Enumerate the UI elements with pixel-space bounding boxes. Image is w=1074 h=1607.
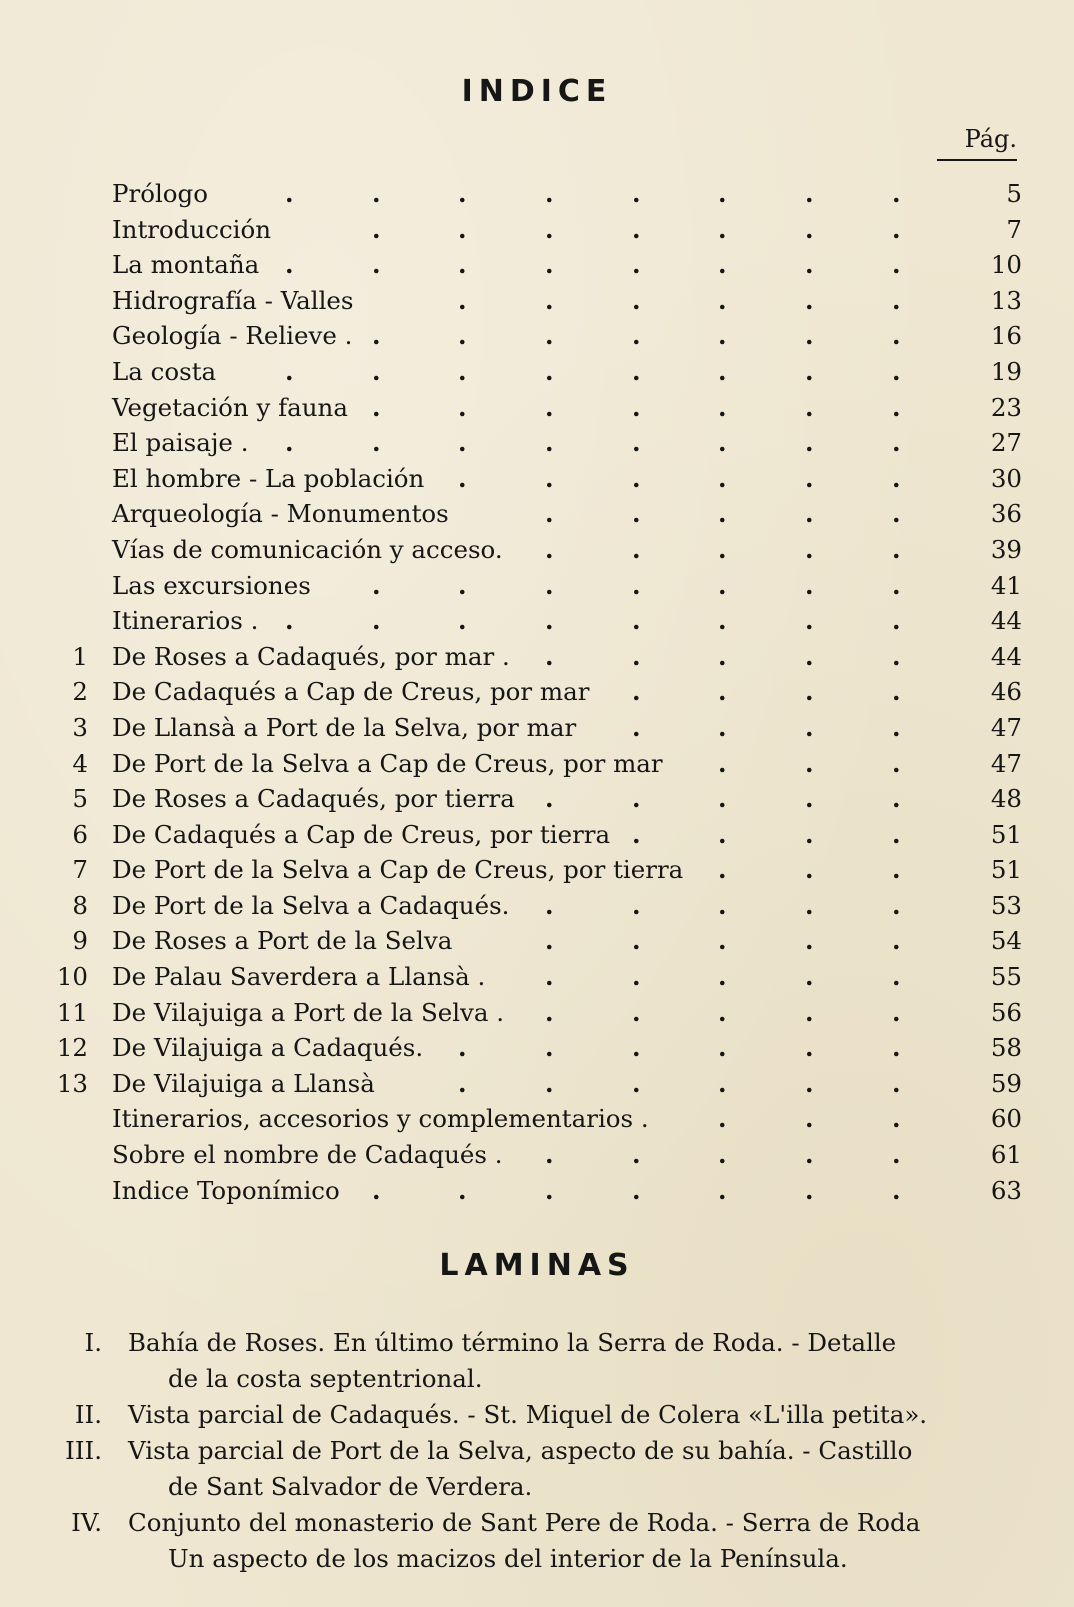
leader-dot: . [805,356,814,386]
leader-dot: . [718,1175,727,1205]
leader-dot: . [632,1068,641,1098]
leader-dot: . [545,784,554,814]
toc-row [0,425,1074,461]
leader-dot: . [718,534,727,564]
leader-dot: . [632,428,641,458]
leader-dot: . [718,250,727,280]
leader-dot: . [892,356,901,386]
plate-caption-line: de Sant Salvador de Verdera. [168,1472,533,1501]
leader-dot: . [892,997,901,1027]
toc-item-number: 11 [56,997,88,1027]
toc-item-label: De Roses a Port de la Selva [112,926,453,956]
toc-item-number: 13 [56,1068,88,1098]
toc-item-label: De Roses a Cadaqués, por tierra [112,784,515,814]
leader-dot: . [372,428,381,458]
leader-dot: . [458,392,467,422]
toc-row [0,568,1074,604]
leader-dot: . [892,1104,901,1134]
toc-item-label: De Roses a Cadaqués, por mar . [112,641,510,671]
leader-dot: . [805,819,814,849]
toc-item-page: 47 [990,748,1022,778]
leader-dot: . [892,890,901,920]
leader-dot: . [718,392,727,422]
leader-dot: . [718,214,727,244]
leader-dot: . [718,926,727,956]
leader-dot: . [892,641,901,671]
leader-dot: . [718,428,727,458]
leader-dot: . [892,1140,901,1170]
leader-dot: . [892,285,901,315]
leader-dot: . [285,250,294,280]
toc-item-page: 36 [990,499,1022,529]
toc-item-number: 10 [56,962,88,992]
leader-dot: . [805,1033,814,1063]
leader-dot: . [545,962,554,992]
plate-item [0,1397,1074,1433]
leader-dot: . [632,1140,641,1170]
leader-dot: . [632,962,641,992]
toc-row [0,1101,1074,1137]
leader-dot: . [458,356,467,386]
leader-dot: . [892,784,901,814]
leader-dot: . [545,214,554,244]
leader-dot: . [805,926,814,956]
toc-row [0,176,1074,212]
toc-row [0,1137,1074,1173]
leader-dot: . [632,285,641,315]
leader-dot: . [632,534,641,564]
toc-item-page: 10 [990,250,1022,280]
toc-item-page: 27 [990,428,1022,458]
plate-number: II. [74,1400,102,1429]
leader-dot: . [545,285,554,315]
leader-dot: . [545,926,554,956]
toc-item-page: 19 [990,356,1022,386]
leader-dot: . [805,463,814,493]
leader-dot: . [285,179,294,208]
leader-dot: . [458,1068,467,1098]
leader-dot: . [805,855,814,885]
leader-dot: . [545,463,554,493]
leader-dot: . [632,356,641,386]
toc-item-label: De Vilajuiga a Port de la Selva . [112,997,505,1027]
leader-dot: . [805,250,814,280]
leader-dot: . [632,890,641,920]
leader-dot: . [805,1140,814,1170]
leader-dot: . [718,712,727,742]
plates-title: LAMINAS [439,1248,635,1283]
leader-dot: . [805,499,814,529]
toc-item-page: 7 [1006,214,1022,244]
leader-dot: . [805,890,814,920]
leader-dot: . [632,392,641,422]
leader-dot: . [718,1140,727,1170]
toc-item-label: De Port de la Selva a Cap de Creus, por mar [112,748,663,778]
plate-caption-line: Conjunto del monasterio de Sant Pere de Roda. - Serra de Roda [128,1508,921,1537]
leader-dot: . [458,428,467,458]
leader-dot: . [718,463,727,493]
toc-row [0,496,1074,532]
toc-row [0,247,1074,283]
toc-row [0,852,1074,888]
plate-item [0,1325,1074,1397]
leader-dot: . [372,356,381,386]
toc-row [0,639,1074,675]
toc-item-label: De Palau Saverdera a Llansà . [112,962,486,992]
leader-dot: . [545,428,554,458]
leader-dot: . [372,179,381,208]
leader-dot: . [285,606,294,636]
toc-item-label: El hombre - La población [112,463,425,493]
leader-dot: . [285,428,294,458]
toc-item-page: 46 [990,677,1022,707]
leader-dot: . [632,819,641,849]
toc-item-page: 51 [990,855,1022,885]
leader-dot: . [458,606,467,636]
toc-item-page: 48 [990,784,1022,814]
leader-dot: . [632,641,641,671]
leader-dot: . [805,1175,814,1205]
toc-item-label: De Vilajuiga a Cadaqués. [112,1033,424,1063]
toc-item-label: Arqueología - Monumentos [112,499,449,529]
toc-row [0,354,1074,390]
leader-dot: . [718,356,727,386]
leader-dot: . [718,819,727,849]
leader-dot: . [632,1175,641,1205]
leader-dot: . [545,356,554,386]
leader-dot: . [632,499,641,529]
leader-dot: . [892,499,901,529]
leader-dot: . [372,321,381,351]
leader-dot: . [805,962,814,992]
toc-item-page: 16 [990,321,1022,351]
leader-dot: . [545,606,554,636]
leader-dot: . [718,855,727,885]
toc-item-number: 2 [72,677,88,707]
toc-item-number: 8 [72,890,88,920]
leader-dot: . [718,570,727,600]
leader-dot: . [805,214,814,244]
leader-dot: . [805,570,814,600]
leader-dot: . [892,179,901,208]
toc-row [0,390,1074,426]
toc-item-label: Itinerarios . [112,606,259,636]
leader-dot: . [892,1068,901,1098]
leader-dot: . [718,784,727,814]
leader-dot: . [545,641,554,671]
toc-item-number: 4 [72,748,88,778]
leader-dot: . [892,1175,901,1205]
leader-dot: . [632,926,641,956]
leader-dot: . [545,499,554,529]
toc-item-page: 5 [1006,179,1022,208]
toc-item-page: 39 [990,534,1022,564]
leader-dot: . [545,570,554,600]
plates-list [0,1325,1074,1577]
leader-dot: . [458,1033,467,1063]
toc-row [0,817,1074,853]
leader-dot: . [545,1175,554,1205]
leader-dot: . [458,285,467,315]
leader-dot: . [718,997,727,1027]
leader-dot: . [632,677,641,707]
leader-dot: . [805,392,814,422]
toc-item-label: De Port de la Selva a Cap de Creus, por tierra [112,855,684,885]
leader-dot: . [632,712,641,742]
leader-dot: . [718,179,727,208]
toc-item-label: Vías de comunicación y acceso. [112,534,503,564]
toc-row [0,995,1074,1031]
table-of-contents [0,176,1074,1208]
leader-dot: . [805,1068,814,1098]
leader-dot: . [805,641,814,671]
toc-item-label: De Port de la Selva a Cadaqués. [112,890,510,920]
toc-item-label: Itinerarios, accesorios y complementarios . [112,1104,649,1134]
leader-dot: . [458,179,467,208]
leader-dot: . [892,428,901,458]
toc-row [0,959,1074,995]
toc-item-page: 47 [990,712,1022,742]
leader-dot: . [458,250,467,280]
leader-dot: . [805,179,814,208]
leader-dot: . [805,997,814,1027]
page-column-header: Pág. [937,125,1017,161]
toc-row [0,532,1074,568]
toc-row [0,212,1074,248]
toc-item-label: La montaña [112,250,260,280]
leader-dot: . [718,321,727,351]
leader-dot: . [632,463,641,493]
plate-item [0,1505,1074,1577]
leader-dot: . [892,570,901,600]
toc-item-number: 3 [72,712,88,742]
leader-dot: . [372,606,381,636]
toc-item-page: 55 [990,962,1022,992]
toc-row [0,746,1074,782]
leader-dot: . [545,392,554,422]
toc-item-page: 53 [990,890,1022,920]
plate-number: I. [84,1328,102,1357]
leader-dot: . [718,890,727,920]
leader-dot: . [718,677,727,707]
leader-dot: . [892,962,901,992]
plate-caption-line: de la costa septentrional. [168,1364,483,1393]
toc-item-page: 54 [990,926,1022,956]
toc-item-page: 59 [990,1068,1022,1098]
leader-dot: . [718,285,727,315]
leader-dot: . [718,606,727,636]
leader-dot: . [545,321,554,351]
leader-dot: . [632,179,641,208]
toc-item-page: 41 [990,570,1022,600]
leader-dot: . [372,392,381,422]
toc-item-label: De Llansà a Port de la Selva, por mar [112,712,577,742]
plate-number: IV. [71,1508,102,1537]
plate-number: III. [65,1436,102,1465]
leader-dot: . [632,570,641,600]
toc-item-label: El paisaje . [112,428,249,458]
leader-dot: . [372,570,381,600]
leader-dot: . [718,1033,727,1063]
leader-dot: . [892,926,901,956]
toc-row [0,781,1074,817]
leader-dot: . [892,606,901,636]
toc-item-number: 5 [72,784,88,814]
leader-dot: . [545,250,554,280]
toc-item-label: Sobre el nombre de Cadaqués . [112,1140,503,1170]
toc-item-number: 7 [72,855,88,885]
toc-item-label: Vegetación y fauna [112,392,348,422]
toc-item-label: De Cadaqués a Cap de Creus, por tierra [112,819,611,849]
leader-dot: . [458,1175,467,1205]
toc-item-label: La costa [112,356,217,386]
toc-row [0,674,1074,710]
toc-row [0,710,1074,746]
leader-dot: . [805,428,814,458]
leader-dot: . [545,534,554,564]
toc-item-label: Indice Toponímico [112,1175,340,1205]
plate-item [0,1433,1074,1505]
leader-dot: . [545,1033,554,1063]
toc-item-page: 44 [990,641,1022,671]
toc-row [0,1066,1074,1102]
toc-row [0,461,1074,497]
leader-dot: . [892,855,901,885]
toc-item-page: 23 [990,392,1022,422]
leader-dot: . [892,712,901,742]
toc-row [0,923,1074,959]
leader-dot: . [545,997,554,1027]
leader-dot: . [458,214,467,244]
toc-item-page: 58 [990,1033,1022,1063]
leader-dot: . [892,214,901,244]
leader-dot: . [458,570,467,600]
leader-dot: . [718,641,727,671]
plate-caption-line: Vista parcial de Cadaqués. - St. Miquel de Colera «L'illa petita». [128,1400,928,1429]
leader-dot: . [892,392,901,422]
leader-dot: . [892,321,901,351]
toc-item-label: Las excursiones [112,570,311,600]
toc-item-label: Introducción [112,214,272,244]
leader-dot: . [718,748,727,778]
leader-dot: . [545,890,554,920]
leader-dot: . [372,250,381,280]
leader-dot: . [892,534,901,564]
toc-item-page: 63 [990,1175,1022,1205]
leader-dot: . [718,962,727,992]
toc-row [0,283,1074,319]
leader-dot: . [545,1068,554,1098]
toc-item-number: 9 [72,926,88,956]
leader-dot: . [805,321,814,351]
leader-dot: . [805,1104,814,1134]
leader-dot: . [892,748,901,778]
leader-dot: . [372,214,381,244]
leader-dot: . [892,250,901,280]
leader-dot: . [632,784,641,814]
toc-item-number: 6 [72,819,88,849]
leader-dot: . [458,463,467,493]
plate-caption-line: Bahía de Roses. En último término la Serra de Roda. - Detalle [128,1328,897,1357]
leader-dot: . [718,1068,727,1098]
leader-dot: . [632,321,641,351]
leader-dot: . [545,179,554,208]
toc-item-page: 13 [990,285,1022,315]
toc-row [0,888,1074,924]
leader-dot: . [632,997,641,1027]
toc-row [0,318,1074,354]
toc-item-number: 12 [56,1033,88,1063]
toc-row [0,603,1074,639]
plate-caption-line: Vista parcial de Port de la Selva, aspecto de su bahía. - Castillo [128,1436,913,1465]
toc-item-number: 1 [72,641,88,671]
leader-dot: . [632,214,641,244]
leader-dot: . [545,1140,554,1170]
toc-item-page: 60 [990,1104,1022,1134]
leader-dot: . [372,1175,381,1205]
leader-dot: . [892,1033,901,1063]
toc-item-page: 44 [990,606,1022,636]
toc-row [0,1173,1074,1209]
toc-item-page: 51 [990,819,1022,849]
leader-dot: . [632,606,641,636]
toc-item-label: Geología - Relieve . [112,321,353,351]
leader-dot: . [632,1033,641,1063]
leader-dot: . [285,356,294,386]
toc-item-label: Prólogo [112,179,208,208]
toc-item-label: De Vilajuiga a Llansà [112,1068,375,1098]
toc-item-page: 30 [990,463,1022,493]
toc-item-page: 61 [990,1140,1022,1170]
toc-row [0,1030,1074,1066]
leader-dot: . [805,748,814,778]
leader-dot: . [805,534,814,564]
plate-caption-line: Un aspecto de los macizos del interior de la Península. [168,1544,848,1573]
leader-dot: . [892,463,901,493]
leader-dot: . [805,285,814,315]
toc-item-label: De Cadaqués a Cap de Creus, por mar [112,677,590,707]
leader-dot: . [892,819,901,849]
leader-dot: . [805,677,814,707]
leader-dot: . [458,321,467,351]
toc-item-label: Hidrografía - Valles [112,285,354,315]
toc-item-page: 56 [990,997,1022,1027]
leader-dot: . [718,1104,727,1134]
index-title: INDICE [461,74,613,109]
leader-dot: . [892,677,901,707]
leader-dot: . [805,606,814,636]
leader-dot: . [805,784,814,814]
leader-dot: . [805,712,814,742]
leader-dot: . [718,499,727,529]
leader-dot: . [632,250,641,280]
